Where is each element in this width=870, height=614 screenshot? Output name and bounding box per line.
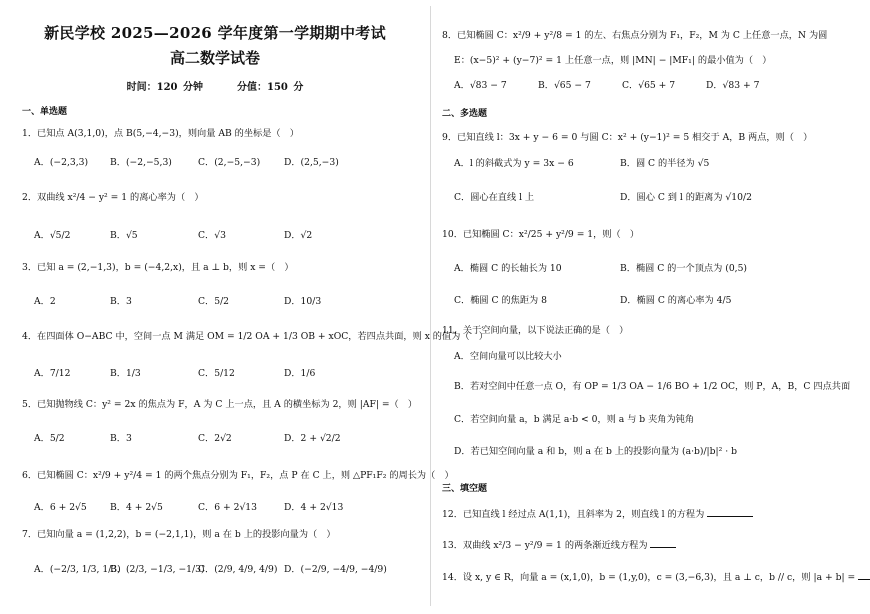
q4-option-d: D．1/6 (284, 368, 316, 379)
question-3: 3．已知 a = (2,−1,3)，b = (−4,2,x)，且 a ⊥ b，则 x =（ ） (22, 262, 294, 273)
q10-option-c: C．椭圆 C 的焦距为 8 (454, 295, 547, 306)
q5-option-d: D．2 + √2/2 (284, 433, 341, 444)
q2-option-a: A．√5/2 (34, 230, 71, 241)
question-10: 10．已知椭圆 C：x²/25 + y²/9 = 1，则（ ） (442, 229, 640, 240)
question-4: 4．在四面体 O−ABC 中，空间一点 M 满足 OM = 1/2 OA + 1/3 OB + xOC，若四点共面，则 x 的值为（ ） (22, 331, 488, 342)
exam-meta (0, 78, 430, 93)
question-11: 11．关于空间向量，以下说法正确的是（ ） (442, 325, 629, 336)
q2-option-d: D．√2 (284, 230, 313, 241)
q13-answer-blank[interactable] (650, 538, 676, 548)
exam-subtitle: 高二数学试卷 (169, 49, 260, 67)
q12-answer-blank[interactable] (707, 507, 753, 517)
q5-option-b: B．3 (110, 433, 132, 444)
q11-option-d: D．若已知空间向量 a 和 b，则 a 在 b 上的投影向量为 (a·b)/|b|² · b (454, 446, 737, 457)
q9-option-c: C．圆心在直线 l 上 (454, 192, 535, 203)
q9-option-d: D．圆心 C 到 l 的距离为 √10/2 (620, 192, 752, 203)
q4-option-a: A．7/12 (34, 368, 71, 379)
q8-option-c: C．√65 + 7 (622, 80, 676, 91)
q11-option-c: C．若空间向量 a，b 满足 a·b < 0，则 a 与 b 夹角为钝角 (454, 414, 695, 425)
q3-option-c: C．5/2 (198, 296, 230, 307)
question-13 (442, 538, 676, 551)
question-12 (442, 507, 753, 520)
q2-option-b: B．√5 (110, 230, 138, 241)
q6-option-a: A．6 + 2√5 (34, 502, 87, 513)
q14-answer-blank[interactable] (858, 570, 870, 580)
q3-option-a: A．2 (34, 296, 56, 307)
exam-score: 分值：150 分 (237, 82, 304, 93)
exam-time: 时间：120 分钟 (126, 82, 203, 93)
question-12-text: 12．已知直线 l 经过点 A(1,1)，且斜率为 2，则直线 l 的方程为 (442, 509, 705, 520)
q8-option-d: D．√83 + 7 (706, 80, 760, 91)
q10-option-a: A．椭圆 C 的长轴长为 10 (454, 263, 562, 274)
q10-option-d: D．椭圆 C 的离心率为 4/5 (620, 295, 732, 306)
q7-option-d: D．(−2/9, −4/9, −4/9) (284, 564, 387, 575)
q6-option-c: C．6 + 2√13 (198, 502, 257, 513)
q10-option-b: B．椭圆 C 的一个顶点为 (0,5) (620, 263, 748, 274)
q6-option-b: B．4 + 2√5 (110, 502, 163, 513)
q9-option-b: B．圆 C 的半径为 √5 (620, 158, 710, 169)
question-14 (442, 570, 870, 583)
q4-option-b: B．1/3 (110, 368, 141, 379)
q8-option-b: B．√65 − 7 (538, 80, 591, 91)
q7-option-b: B．(2/3, −1/3, −1/3) (110, 564, 205, 575)
section-fill: 三、填空题 (442, 484, 488, 494)
q3-option-b: B．3 (110, 296, 132, 307)
question-14-text: 14．设 x, y ∈ R，向量 a = (x,1,0)，b = (1,y,0)，c = (3,−6,3)，且 a ⊥ c，b // c，则 |a + b| = (442, 572, 856, 583)
q9-option-a: A．l 的斜截式为 y = 3x − 6 (454, 158, 574, 169)
q7-option-c: C．(2/9, 4/9, 4/9) (198, 564, 278, 575)
q7-option-a: A．(−2/3, 1/3, 1/3) (34, 564, 121, 575)
question-1: 1．已知点 A(3,1,0)，点 B(5,−4,−3)，则向量 AB 的坐标是（ ） (22, 128, 299, 139)
q3-option-d: D．10/3 (284, 296, 322, 307)
exam-title: 新民学校 2025—2026 学年度第一学期期中考试 (44, 24, 386, 42)
right-column (430, 0, 870, 614)
q11-option-b: B．若对空间中任意一点 O，有 OP = 1/3 OA − 1/6 BO + 1/2 OC，则 P，A，B，C 四点共面 (454, 381, 851, 392)
question-8-line1: 8．已知椭圆 C：x²/9 + y²/8 = 1 的左、右焦点分别为 F₁，F₂，M 为 C 上任意一点，N 为圆 (442, 30, 828, 41)
q8-option-a: A．√83 − 7 (454, 80, 507, 91)
q1-option-d: D．(2,5,−3) (284, 157, 339, 168)
q1-option-b: B．(−2,−5,3) (110, 157, 172, 168)
q5-option-a: A．5/2 (34, 433, 65, 444)
section-single: 一、单选题 (22, 107, 68, 117)
question-5: 5．已知抛物线 C：y² = 2x 的焦点为 F，A 为 C 上一点，且 A 的横坐标为 2，则 |AF| =（ ） (22, 399, 418, 410)
q4-option-c: C．5/12 (198, 368, 235, 379)
section-multi: 二、多选题 (442, 109, 488, 119)
q11-option-a: A．空间向量可以比较大小 (454, 351, 562, 362)
question-7: 7．已知向量 a = (1,2,2)，b = (−2,1,1)，则 a 在 b 上的投影向量为（ ） (22, 529, 336, 540)
question-8-line2: E：(x−5)² + (y−7)² = 1 上任意一点，则 |MN| − |MF₁| 的最小值为（ ） (454, 55, 772, 66)
question-9: 9．已知直线 l：3x + y − 6 = 0 与圆 C：x² + (y−1)² = 5 相交于 A，B 两点，则（ ） (442, 132, 813, 143)
q5-option-c: C．2√2 (198, 433, 232, 444)
q2-option-c: C．√3 (198, 230, 226, 241)
q1-option-c: C．(2,−5,−3) (198, 157, 261, 168)
question-13-text: 13．双曲线 x²/3 − y²/9 = 1 的两条渐近线方程为 (442, 540, 648, 551)
question-6: 6．已知椭圆 C：x²/9 + y²/4 = 1 的两个焦点分别为 F₁，F₂，点 P 在 C 上，则 △PF₁F₂ 的周长为（ ） (22, 470, 454, 481)
question-2: 2．双曲线 x²/4 − y² = 1 的离心率为（ ） (22, 192, 204, 203)
q1-option-a: A．(−2,3,3) (34, 157, 89, 168)
q6-option-d: D．4 + 2√13 (284, 502, 344, 513)
